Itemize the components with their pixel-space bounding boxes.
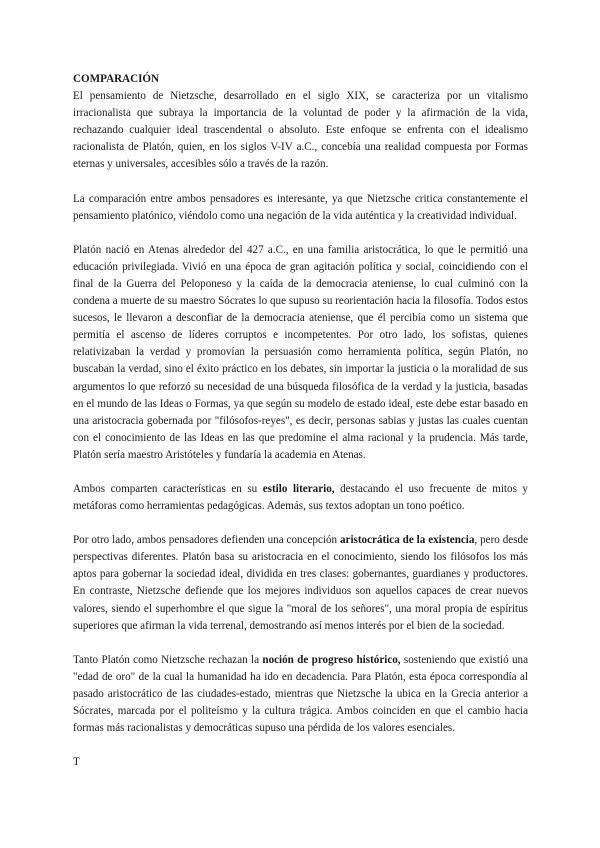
document-page	[73, 71, 528, 771]
paragraph-intro-text: El pensamiento de Nietzsche, desarrollado en el siglo XIX, se caracteriza por un vitalismo irracionalista que subraya la importancia de la voluntad de poder y la afirmación de la vida, rechazando cualquier ideal trascendental o absoluto. Este enfoque se enfrenta con el idealismo racionalista de Platón, quien, en los siglos V-IV a.C., concebía una realidad compuesta por Formas eternas y universales, accesibles sólo a través de la razón.	[73, 90, 528, 171]
paragraph-aristocratic-conception	[73, 532, 528, 635]
paragraph-historical-progress	[73, 652, 528, 737]
bold-term-aristocratic-existence: aristocrática de la existencia	[339, 534, 475, 547]
section-heading: COMPARACIÓN	[73, 73, 160, 85]
trailing-text: T	[73, 756, 80, 769]
paragraph-aristocratic-text-after: , pero desde perspectivas diferentes. Platón basa su aristocracia en el conocimiento, siendo los filósofos los más aptos para gobernar la sociedad ideal, dividida en tres clases: gobernantes, guardianes y productores. En contraste, Nietzsche defiende que los mejores individuos son aquellos capaces de crear nuevos valores, siendo el superhombre el que sigue la "moral de los señores", una moral propia de espíritus superiores que afirman la vida terrenal, demostrando así menos interés por el bien de la sociedad.	[73, 534, 528, 632]
paragraph-progress-text-before: Tanto Platón como Nietzsche rechazan la	[73, 653, 263, 666]
paragraph-progress-text-after: sosteniendo que existió una "edad de oro" de la cual la humanidad ha ido en decadencia. Para Platón, esta época correspondía al pasado aristocrático de las ciudades-estado, mientras que Nietzsche la ubica en la Grecia anterior a Sócrates, marcada por el politeísmo y la cultura trágica. Ambos coinciden en que el cambio hacia formas más racionalistas y democráticas supuso una pérdida de los valores esenciales.	[73, 653, 529, 735]
bold-term-historical-progress: noción de progreso histórico,	[262, 653, 401, 666]
paragraph-aristocratic-text-before: Por otro lado, ambos pensadores defienden una concepción	[73, 534, 340, 547]
paragraph-plato-biography: Platón nació en Atenas alrededor del 427 a.C., en una familia aristocrática, lo que le permitió una educación privilegiada. Vivió en una época de gran agitación política y social, coincidiendo con el final de la Guerra del Peloponeso y la caída de la democracia ateniense, lo cual culminó con la condena a muerte de su maestro Sócrates lo que supuso su reorientación hacia la filosofía. Todos estos sucesos, le llevaron a desconfiar de la democracia ateniense, que él percibía como un sistema que permitía el ascenso de líderes corruptos e incompetentes. Por otro lado, los sofistas, quienes relativizaban la verdad y promovían la persuasión como herramienta política, según Platón, no buscaban la verdad, sino el éxito práctico en los debates, sin importar la justicia o la moralidad de sus argumentos lo que reforzó su necesidad de una búsqueda filosófica de la verdad y la justicia, basadas en el mundo de las Ideas o Formas, ya que según su modelo de estado ideal, este debe estar basado en una aristocracia gobernada por "filósofos-reyes", es decir, personas sabias y justas las cuales cuentan con el conocimiento de las Ideas en las que predomine el alma racional y la prudencia. Más tarde, Platón sería maestro Aristóteles y fundaría la academia en Atenas.	[73, 243, 528, 461]
paragraph-literary-style-text-after: destacando el uso frecuente de mitos y metáforas como herramientas pedagógicas. Además, sus textos adoptan un tono poético.	[73, 482, 528, 513]
paragraph-intro	[73, 71, 528, 174]
paragraph-literary-style	[73, 481, 528, 515]
bold-term-literary-style: estilo literario,	[262, 482, 335, 495]
paragraph-comparison: La comparación entre ambos pensadores es interesante, ya que Nietzsche critica constantemente el pensamiento platónico, viéndolo como una negación de la vida auténtica y la creatividad individual.	[73, 192, 528, 222]
paragraph-literary-style-text-before: Ambos comparten características en su	[73, 482, 263, 495]
